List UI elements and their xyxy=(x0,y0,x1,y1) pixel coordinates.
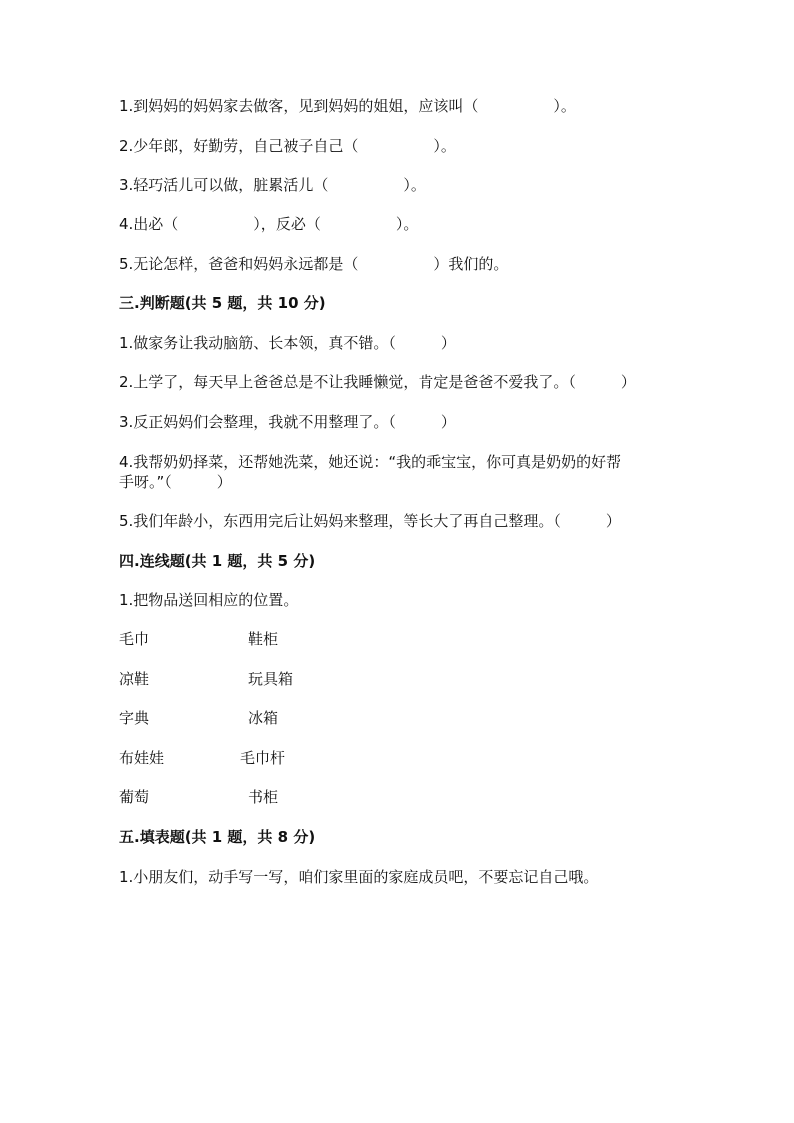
matching-left-item[interactable]: 毛巾 xyxy=(119,630,150,648)
judge-question-1: 1.做家务让我动脑筋、长本领，真不错。（ ） xyxy=(119,334,456,352)
matching-right-item[interactable]: 毛巾杆 xyxy=(240,749,286,767)
judge-question-4-line1: 4.我帮奶奶择菜，还帮她洗菜，她还说：“我的乖宝宝，你可真是奶奶的好帮 xyxy=(119,453,622,471)
judge-question-3: 3.反正妈妈们会整理，我就不用整理了。（ ） xyxy=(119,413,456,431)
matching-right-item[interactable]: 书柜 xyxy=(248,788,279,806)
fill-question-4: 4.出必（ ），反必（ ）。 xyxy=(119,215,419,233)
matching-right-item[interactable]: 鞋柜 xyxy=(248,630,279,648)
fill-question-2: 2.少年郎，好勤劳，自己被子自己（ ）。 xyxy=(119,137,456,155)
matching-right-item[interactable]: 冰箱 xyxy=(248,709,279,727)
judge-question-2: 2.上学了，每天早上爸爸总是不让我睡懒觉，肯定是爸爸不爱我了。（ ） xyxy=(119,373,636,391)
matching-left-item[interactable]: 布娃娃 xyxy=(119,749,165,767)
table-section-heading: 五.填表题(共 1 题，共 8 分) xyxy=(119,828,316,846)
matching-right-item[interactable]: 玩具箱 xyxy=(248,670,294,688)
matching-left-item[interactable]: 凉鞋 xyxy=(119,670,150,688)
judge-question-4-line2: 手呀。”（ ） xyxy=(119,473,232,491)
table-prompt: 1.小朋友们，动手写一写，咱们家里面的家庭成员吧，不要忘记自己哦。 xyxy=(119,868,599,886)
fill-question-5: 5.无论怎样，爸爸和妈妈永远都是（ ）我们的。 xyxy=(119,255,509,273)
matching-left-item[interactable]: 字典 xyxy=(119,709,150,727)
matching-left-item[interactable]: 葡萄 xyxy=(119,788,150,806)
matching-prompt: 1.把物品送回相应的位置。 xyxy=(119,591,299,609)
fill-question-3: 3.轻巧活儿可以做，脏累活儿（ ）。 xyxy=(119,176,426,194)
judge-section-heading: 三.判断题(共 5 题，共 10 分) xyxy=(119,294,326,312)
fill-question-1: 1.到妈妈的妈妈家去做客，见到妈妈的姐姐，应该叫（ ）。 xyxy=(119,97,576,115)
judge-question-5: 5.我们年龄小，东西用完后让妈妈来整理，等长大了再自己整理。（ ） xyxy=(119,512,621,530)
matching-section-heading: 四.连线题(共 1 题，共 5 分) xyxy=(119,552,316,570)
